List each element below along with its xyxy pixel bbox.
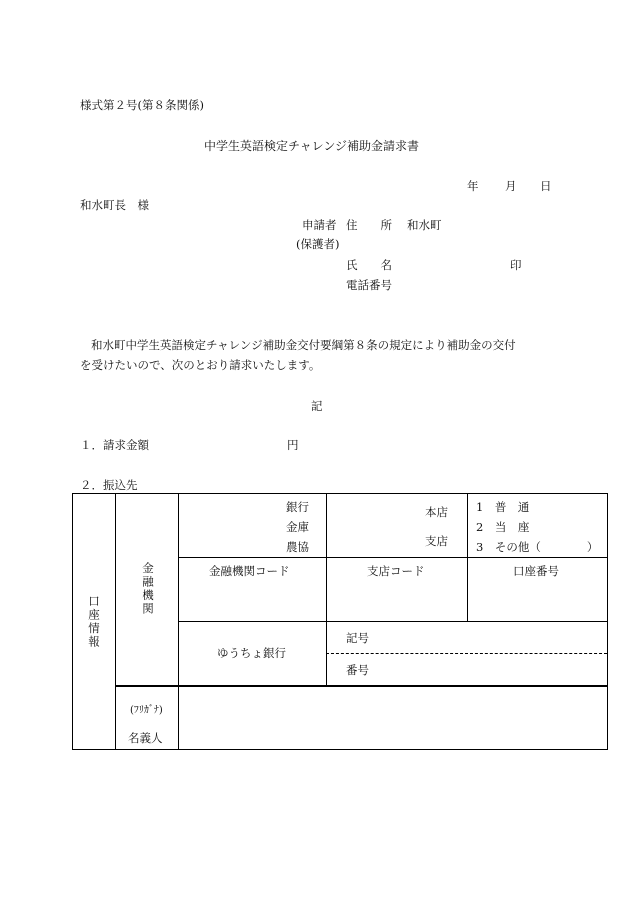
type-kinko: 金庫 (286, 520, 309, 534)
item1-label: １．請求金額 (80, 438, 149, 452)
name-label: 氏 名 (346, 258, 392, 272)
phone-label: 電話番号 (346, 278, 392, 292)
body-text-line1: 和水町中学生英語検定チャレンジ補助金交付要綱第８条の規定により補助金の交付 (91, 338, 516, 352)
ki-heading: 記 (311, 399, 323, 413)
account-type-current: 2 当 座 (476, 520, 530, 534)
item2-label: ２．振込先 (80, 478, 138, 492)
header-institution-code: 金融機関コード (209, 564, 290, 578)
bangou-label: 番号 (346, 663, 369, 677)
guardian-label: (保護者) (296, 237, 340, 251)
address-label: 住 所 (346, 218, 392, 232)
item1-unit: 円 (287, 438, 299, 452)
account-info-label: 口座情報 (87, 595, 101, 649)
date-day: 日 (540, 179, 552, 193)
account-type-other: 3 その他（ ） (476, 540, 599, 554)
header-account-number: 口座番号 (513, 564, 559, 578)
type-nokyo: 農協 (286, 540, 309, 554)
form-number: 様式第２号(第８条関係) (80, 98, 204, 112)
kigou-label: 記号 (346, 631, 369, 645)
date-year: 年 (467, 179, 479, 193)
holder-label: 名義人 (128, 731, 163, 745)
address-value: 和水町 (407, 218, 442, 232)
institution-label: 金融機関 (141, 562, 155, 616)
account-type-ordinary: 1 普 通 (476, 500, 530, 514)
applicant-label: 申請者 (302, 218, 337, 232)
branch-sub: 支店 (425, 534, 448, 548)
type-bank: 銀行 (286, 500, 309, 514)
furigana-label: (ﾌﾘｶﾞﾅ) (130, 705, 163, 716)
seal-mark: 印 (510, 258, 522, 272)
branch-main: 本店 (425, 505, 448, 519)
date-month: 月 (505, 179, 517, 193)
header-branch-code: 支店コード (367, 564, 425, 578)
addressee: 和水町長 様 (80, 198, 149, 212)
body-text-line2: を受けたいので、次のとおり請求いたします。 (80, 358, 321, 372)
form-title: 中学生英語検定チャレンジ補助金請求書 (204, 139, 420, 153)
yucho-label: ゆうちょ銀行 (217, 646, 286, 660)
